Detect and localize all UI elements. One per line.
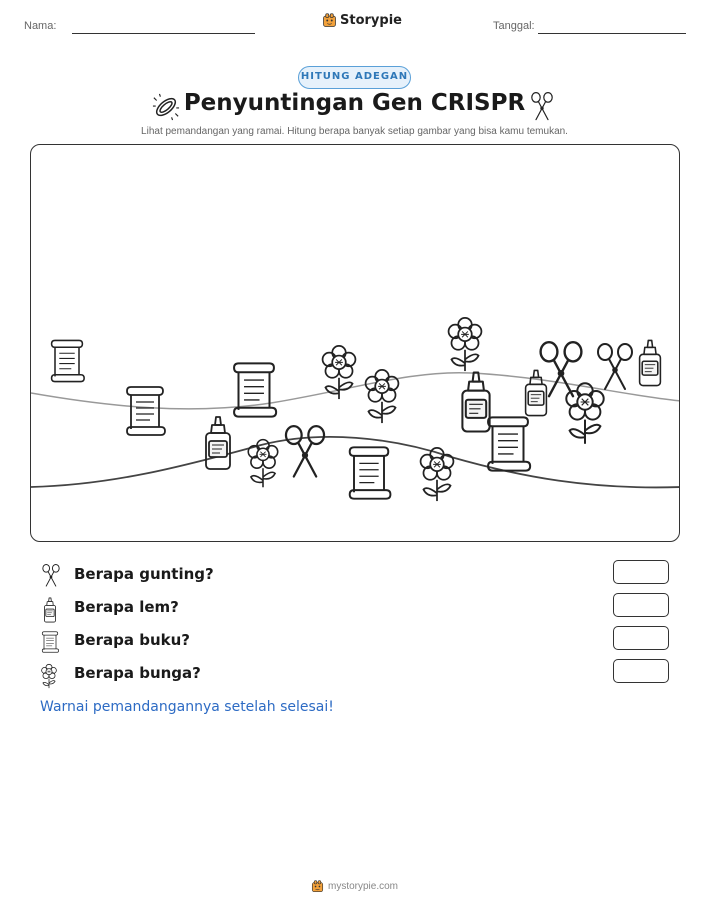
- footer-url[interactable]: mystorypie.com: [327, 881, 398, 892]
- storypie-logo-icon: [322, 13, 337, 28]
- question-text: Berapa lem?: [74, 598, 179, 616]
- page-title: Penyuntingan Gen CRISPR: [183, 90, 526, 116]
- coloring-note: Warnai pemandangannya setelah selesai!: [40, 699, 334, 715]
- scene-scroll: [234, 363, 276, 416]
- hill-line-front: [31, 437, 680, 488]
- scene-flower: [323, 346, 356, 399]
- scene-glue: [640, 340, 661, 385]
- date-label: Tanggal:: [493, 20, 535, 32]
- scene-glue: [206, 417, 230, 469]
- scene-scissors: [598, 344, 632, 389]
- scene-scroll: [350, 447, 391, 498]
- question-row: [40, 662, 670, 688]
- glue-icon: [43, 597, 57, 623]
- counting-scene: [30, 144, 680, 542]
- scene-scissors: [286, 426, 324, 476]
- question-text: Berapa gunting?: [74, 565, 214, 583]
- brand-name: Storypie: [340, 13, 402, 28]
- scene-scroll: [127, 387, 165, 435]
- brand: [322, 13, 402, 28]
- scroll-icon: [40, 630, 60, 654]
- answer-box[interactable]: [613, 593, 669, 617]
- scissors-icon: [40, 564, 62, 588]
- flower-icon: [40, 663, 58, 689]
- scene-glue: [526, 370, 547, 415]
- instructions: Lihat pemandangan yang ramai. Hitung berapa banyak setiap gambar yang bisa kamu temukan.: [141, 126, 568, 137]
- activity-badge: HITUNG ADEGAN: [298, 66, 411, 89]
- scene-glue: [462, 373, 489, 432]
- scissors-icon: [530, 92, 554, 122]
- question-text: Berapa buku?: [74, 631, 190, 649]
- answer-box[interactable]: [613, 659, 669, 683]
- footer: [0, 880, 709, 893]
- question-row: [40, 563, 670, 589]
- question-row: [40, 596, 670, 622]
- answer-box[interactable]: [613, 560, 669, 584]
- storypie-logo-icon: [311, 880, 324, 893]
- scene-scroll: [52, 340, 85, 381]
- date-line[interactable]: [538, 33, 686, 34]
- answer-box[interactable]: [613, 626, 669, 650]
- scene-flower: [366, 370, 399, 423]
- name-line[interactable]: [72, 33, 255, 34]
- name-label: Nama:: [24, 20, 57, 32]
- scene-flower: [449, 318, 482, 371]
- question-text: Berapa bunga?: [74, 664, 201, 682]
- scene-scroll: [488, 417, 530, 470]
- question-row: [40, 629, 670, 655]
